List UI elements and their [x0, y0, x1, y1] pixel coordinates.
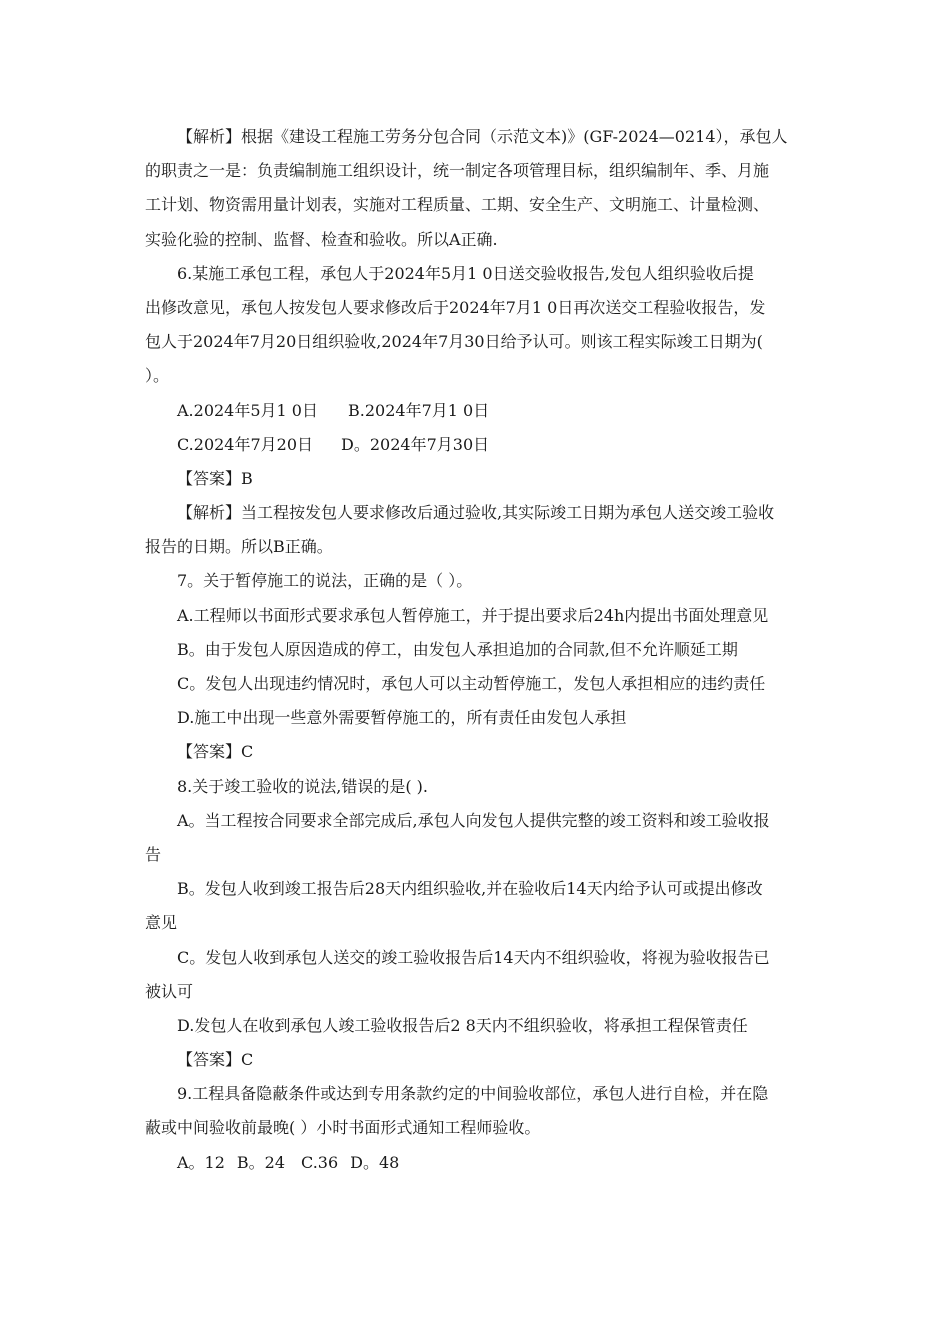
q6-option-b: B.2024年7月1 0日: [348, 400, 490, 420]
q8-option-a-line-1: A。当工程按合同要求全部完成后,承包人向发包人提供完整的竣工资料和竣工验收报: [177, 810, 770, 830]
q9-stem-line-1: 9.工程具备隐蔽条件或达到专用条款约定的中间验收部位，承包人进行自检，并在隐: [177, 1084, 769, 1104]
q6-options-row-2: [145, 428, 810, 462]
q5-analysis-line-4: 实验化验的控制、监督、检查和验收。所以A正确.: [145, 229, 498, 249]
q6-stem-line-4: ）。: [145, 366, 170, 386]
q9-option-b: B。24: [236, 1152, 286, 1172]
q7-option-a: A.工程师以书面形式要求承包人暂停施工，并于提出要求后24h内提出书面处理意见: [177, 605, 769, 625]
document-page: [145, 120, 810, 1180]
q8-option-d: D.发包人在收到承包人竣工验收报告后2 8天内不组织验收，将承担工程保管责任: [177, 1015, 748, 1035]
q7-answer: 【答案】C: [177, 742, 254, 762]
q6-option-a: A.2024年5月1 0日: [177, 400, 318, 420]
q9-options-row: [145, 1146, 810, 1180]
q8-option-c-line-1: C。发包人收到承包人送交的竣工验收报告后14天内不组织验收，将视为验收报告已: [177, 947, 770, 967]
q8-stem: 8.关于竣工验收的说法,错误的是( ).: [177, 776, 429, 796]
q9-option-a: A。12: [177, 1152, 225, 1172]
q8-option-a-line-2: 告: [145, 844, 162, 864]
q6-option-d: D。2024年7月30日: [341, 434, 490, 454]
q9-option-c: C.36: [301, 1152, 339, 1172]
q5-analysis-line-3: 工计划、物资需用量计划表，实施对工程质量、工期、安全生产、文明施工、计量检测、: [145, 195, 770, 215]
q6-stem-line-3: 包人于2024年7月20日组织验收,2024年7月30日给予认可。则该工程实际竣工日期为(: [145, 332, 763, 352]
q6-stem-line-2: 出修改意见，承包人按发包人要求修改后于2024年7月1 0日再次送交工程验收报告，发: [145, 297, 766, 317]
q7-option-d: D.施工中出现一些意外需要暂停施工的，所有责任由发包人承担: [177, 708, 627, 728]
q8-option-b-line-1: B。发包人收到竣工报告后28天内组织验收,并在验收后14天内给予认可或提出修改: [177, 879, 763, 899]
q8-option-b-line-2: 意见: [145, 913, 178, 933]
q7-option-c: C。发包人出现违约情况时，承包人可以主动暂停施工，发包人承担相应的违约责任: [177, 674, 766, 693]
q6-analysis-line-2: 报告的日期。所以B正确。: [145, 537, 333, 557]
q9-stem-line-2: 蔽或中间验收前最晚( ）小时书面形式通知工程师验收。: [145, 1118, 541, 1138]
q8-answer: 【答案】C: [177, 1050, 254, 1070]
q9-option-d: D。48: [350, 1152, 400, 1172]
q5-analysis-line-2: 的职责之一是：负责编制施工组织设计，统一制定各项管理目标，组织编制年、季、月施: [145, 161, 770, 181]
q8-option-c-line-2: 被认可: [145, 981, 194, 1001]
q6-options-row-1: [145, 394, 810, 428]
q7-stem: 7。关于暂停施工的说法，正确的是（ ）。: [177, 571, 473, 591]
q6-stem-line-1: 6.某施工承包工程，承包人于2024年5月1 0日送交验收报告,发包人组织验收后提: [177, 263, 754, 283]
q5-analysis-line-1: 【解析】根据《建设工程施工劳务分包合同（示范文本)》(GF-2024—0214），承包人: [177, 127, 788, 146]
q7-option-b: B。由于发包人原因造成的停工，由发包人承担追加的合同款,但不允许顺延工期: [177, 639, 738, 659]
q6-option-c: C.2024年7月20日: [177, 434, 314, 454]
q6-analysis-line-1: 【解析】当工程按发包人要求修改后通过验收,其实际竣工日期为承包人送交竣工验收: [177, 503, 775, 523]
q6-answer: 【答案】B: [177, 468, 253, 488]
